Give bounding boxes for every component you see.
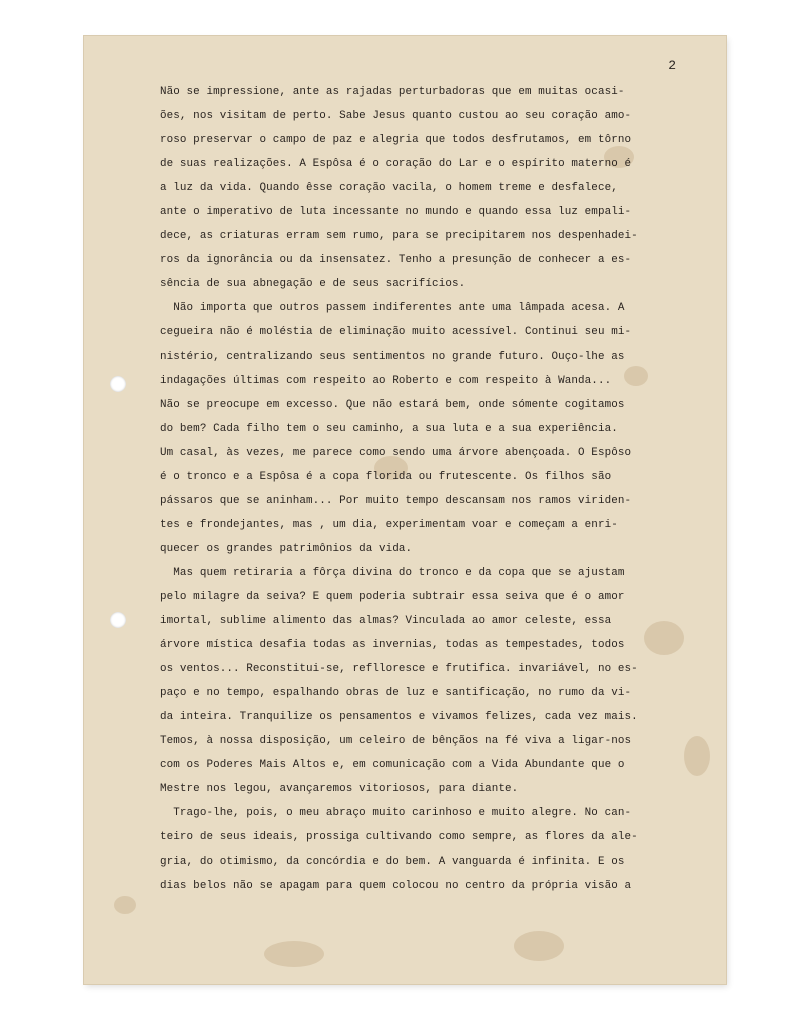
stain bbox=[114, 896, 136, 914]
text-line: ante o imperativo de luta incessante no mundo e quando essa luz empali- bbox=[160, 206, 632, 219]
text-line: de suas realizações. A Espôsa é o coração do Lar e o espírito materno é bbox=[160, 158, 632, 171]
text-line: árvore mística desafia todas as invernias, todas as tempestades, todos bbox=[160, 639, 625, 652]
paragraph-3 bbox=[160, 561, 690, 801]
text-line: paço e no tempo, espalhando obras de luz e santificação, no rumo da vi- bbox=[160, 687, 632, 700]
text-line: quecer os grandes patrimônios da vida. bbox=[160, 542, 413, 555]
paragraph-1 bbox=[160, 80, 690, 296]
text-line: sência de sua abnegação e de seus sacrifícios. bbox=[160, 278, 466, 291]
text-line: teiro de seus ideais, prossiga cultivando como sempre, as flores da ale- bbox=[160, 831, 638, 844]
text-line: indagações últimas com respeito ao Roberto e com respeito à Wanda... bbox=[160, 374, 612, 387]
text-line: tes e frondejantes, mas , um dia, experimentam voar e começam a enri- bbox=[160, 518, 618, 531]
stain bbox=[514, 931, 564, 961]
paragraph-2 bbox=[160, 296, 690, 561]
text-line: gria, do otimismo, da concórdia e do bem. A vanguarda é infinita. E os bbox=[160, 855, 625, 868]
letter-body bbox=[160, 80, 690, 898]
punch-hole-bottom bbox=[110, 612, 126, 628]
text-line: Temos, à nossa disposição, um celeiro de bênçãos na fé viva a ligar-nos bbox=[160, 735, 632, 748]
text-line: Trago-lhe, pois, o meu abraço muito carinhoso e muito alegre. No can- bbox=[160, 807, 632, 820]
text-line: dece, as criaturas erram sem rumo, para se precipitarem nos despenhadei- bbox=[160, 230, 638, 243]
text-line: imortal, sublime alimento das almas? Vinculada ao amor celeste, essa bbox=[160, 615, 612, 628]
paragraph-4 bbox=[160, 801, 690, 897]
text-line: nistério, centralizando seus sentimentos no grande futuro. Ouço-lhe as bbox=[160, 350, 625, 363]
text-line: os ventos... Reconstitui-se, reflloresce e frutifica. invariável, no es- bbox=[160, 663, 638, 676]
stain bbox=[264, 941, 324, 967]
text-line: roso preservar o campo de paz e alegria que todos desfrutamos, em tôrno bbox=[160, 134, 632, 147]
punch-hole-top bbox=[110, 376, 126, 392]
typewritten-page bbox=[84, 36, 726, 984]
text-line: do bem? Cada filho tem o seu caminho, a sua luta e a sua experiência. bbox=[160, 422, 618, 435]
text-line: Não se preocupe em excesso. Que não estará bem, onde sómente cogitamos bbox=[160, 398, 625, 411]
text-line: dias belos não se apagam para quem colocou no centro da própria visão a bbox=[160, 879, 632, 892]
text-line: pássaros que se aninham... Por muito tempo descansam nos ramos viriden- bbox=[160, 494, 632, 507]
text-line: Mestre nos legou, avançaremos vitoriosos, para diante. bbox=[160, 783, 519, 796]
text-line: ros da ignorância ou da insensatez. Tenho a presunção de conhecer a es- bbox=[160, 254, 632, 267]
text-line: pelo milagre da seiva? E quem poderia subtrair essa seiva que é o amor bbox=[160, 590, 625, 603]
text-line: Não importa que outros passem indiferentes ante uma lâmpada acesa. A bbox=[160, 302, 625, 315]
page-number: 2 bbox=[668, 58, 676, 73]
text-line: com os Poderes Mais Altos e, em comunicação com a Vida Abundante que o bbox=[160, 759, 625, 772]
text-line: Mas quem retiraria a fôrça divina do tronco e da copa que se ajustam bbox=[160, 566, 625, 579]
text-line: ões, nos visitam de perto. Sabe Jesus quanto custou ao seu coração amo- bbox=[160, 110, 632, 123]
text-line: da inteira. Tranquilize os pensamentos e vivamos felizes, cada vez mais. bbox=[160, 711, 638, 724]
text-line: cegueira não é moléstia de eliminação muito acessível. Continui seu mi- bbox=[160, 326, 632, 339]
text-line: é o tronco e a Espôsa é a copa florida ou frutescente. Os filhos são bbox=[160, 470, 612, 483]
text-line: Não se impressione, ante as rajadas perturbadoras que em muitas ocasi- bbox=[160, 86, 625, 98]
text-line: a luz da vida. Quando êsse coração vacila, o homem treme e desfalece, bbox=[160, 182, 618, 195]
text-line: Um casal, às vezes, me parece como sendo uma árvore abençoada. O Espôso bbox=[160, 446, 632, 459]
